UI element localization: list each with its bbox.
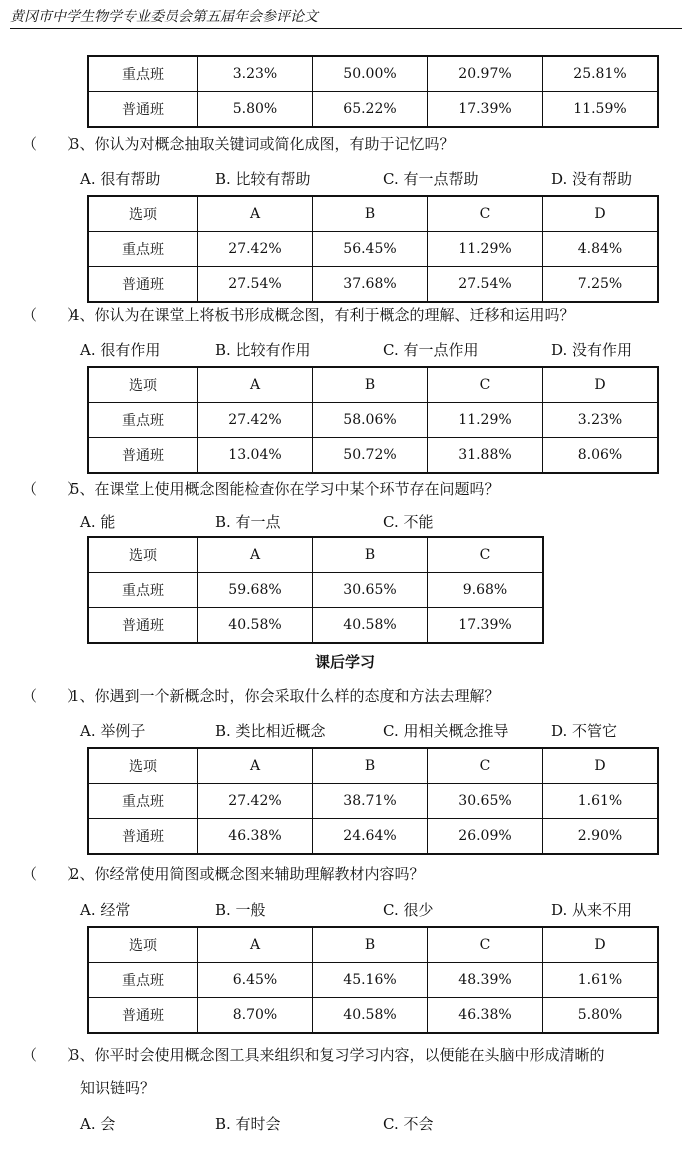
table-cell: 40.58% [198, 608, 313, 643]
table-header-cell: C [428, 928, 543, 963]
table-cell: 46.38% [198, 819, 313, 854]
table-header-cell: D [543, 749, 658, 784]
table-q5 [88, 537, 543, 643]
table-cell: 1.61% [543, 784, 658, 819]
table-header-cell: C [428, 749, 543, 784]
option-a: A. 很有帮助 [80, 170, 161, 188]
option-a: A. 经常 [80, 901, 131, 919]
table-header-cell: B [313, 749, 428, 784]
table-header-cell: B [313, 928, 428, 963]
table-header-row [89, 749, 658, 784]
table-cell: 11.59% [543, 92, 658, 127]
table-row [89, 267, 658, 302]
table-q2-continued [88, 56, 658, 127]
table-row [89, 608, 543, 643]
table-row [89, 819, 658, 854]
option-d: D. 没有作用 [551, 341, 633, 359]
option-c: C. 用相关概念推导 [383, 722, 509, 740]
table-cell: 25.81% [543, 57, 658, 92]
table-header-cell: 选项 [89, 197, 198, 232]
table-cell: 2.90% [543, 819, 658, 854]
table-cell: 58.06% [313, 403, 428, 438]
table-header-cell: A [198, 928, 313, 963]
table-header-cell: 选项 [89, 749, 198, 784]
table-cell: 38.71% [313, 784, 428, 819]
table-header-cell: B [313, 538, 428, 573]
table-cell: 40.58% [313, 998, 428, 1033]
option-c: C. 不会 [383, 1115, 434, 1133]
option-a: A. 举例子 [80, 722, 146, 740]
table-q4 [88, 367, 658, 473]
question-5 [22, 479, 682, 499]
question-after-3 [22, 1045, 682, 1065]
table-row [89, 57, 658, 92]
table-cell: 重点班 [89, 57, 198, 92]
table-header-cell: 选项 [89, 368, 198, 403]
table-cell: 30.65% [428, 784, 543, 819]
table-header-cell: A [198, 538, 313, 573]
table-cell: 17.39% [428, 608, 543, 643]
table-cell: 65.22% [313, 92, 428, 127]
table-cell: 7.25% [543, 267, 658, 302]
options-q5 [80, 512, 680, 532]
question-text: 2、你经常使用简图或概念图来辅助理解教材内容吗？ [70, 865, 425, 883]
table-cell: 50.00% [313, 57, 428, 92]
question-4 [22, 305, 682, 325]
table-cell: 3.23% [543, 403, 658, 438]
table-cell: 1.61% [543, 963, 658, 998]
option-c: C. 很少 [383, 901, 434, 919]
table-after-1 [88, 748, 658, 854]
table-cell: 9.68% [428, 573, 543, 608]
table-header-row [89, 368, 658, 403]
option-b: B. 类比相近概念 [215, 722, 326, 740]
table-row [89, 963, 658, 998]
option-c: C. 有一点作用 [383, 341, 479, 359]
table-cell: 27.42% [198, 784, 313, 819]
table-cell: 27.54% [428, 267, 543, 302]
table-cell: 17.39% [428, 92, 543, 127]
table-cell: 普通班 [89, 92, 198, 127]
table-cell: 重点班 [89, 784, 198, 819]
table-cell: 27.54% [198, 267, 313, 302]
options-q4 [80, 340, 680, 360]
table-header-row [89, 197, 658, 232]
table-cell: 26.09% [428, 819, 543, 854]
table-cell: 8.06% [543, 438, 658, 473]
table-cell: 40.58% [313, 608, 428, 643]
table-cell: 8.70% [198, 998, 313, 1033]
table-header-cell: C [428, 538, 543, 573]
table-cell: 普通班 [89, 819, 198, 854]
question-text: 3、你平时会使用概念图工具来组织和复习学习内容，以便能在头脑中形成清晰的 [70, 1046, 605, 1064]
table-row [89, 232, 658, 267]
table-row [89, 438, 658, 473]
table-cell: 4.84% [543, 232, 658, 267]
table-cell: 45.16% [313, 963, 428, 998]
option-a: A. 能 [80, 513, 116, 531]
table-cell: 31.88% [428, 438, 543, 473]
option-b: B. 比较有作用 [215, 341, 311, 359]
table-row [89, 998, 658, 1033]
answer-blank: （ ） [22, 135, 83, 153]
table-cell: 48.39% [428, 963, 543, 998]
table-cell: 20.97% [428, 57, 543, 92]
table-cell: 24.64% [313, 819, 428, 854]
option-d: D. 从来不用 [551, 901, 633, 919]
table-cell: 56.45% [313, 232, 428, 267]
table-header-cell: D [543, 368, 658, 403]
table-header-cell: 选项 [89, 928, 198, 963]
options-q3 [80, 169, 680, 189]
table-cell: 30.65% [313, 573, 428, 608]
table-header-cell: A [198, 749, 313, 784]
answer-blank: （ ） [22, 1046, 83, 1064]
table-cell: 普通班 [89, 608, 198, 643]
table-header-cell: A [198, 197, 313, 232]
option-b: B. 一般 [215, 901, 266, 919]
table-header-cell: B [313, 368, 428, 403]
question-text-continued: 知识链吗？ [80, 1079, 156, 1097]
option-a: A. 很有作用 [80, 341, 161, 359]
table-row [89, 784, 658, 819]
running-header: 黄冈市中学生物学专业委员会第五届年会参评论文 [10, 8, 682, 29]
table-cell: 3.23% [198, 57, 313, 92]
table-cell: 27.42% [198, 403, 313, 438]
table-header-cell: D [543, 197, 658, 232]
option-b: B. 有一点 [215, 513, 281, 531]
table-cell: 普通班 [89, 267, 198, 302]
option-d: D. 不管它 [551, 722, 618, 740]
table-row [89, 573, 543, 608]
option-c: C. 不能 [383, 513, 434, 531]
answer-blank: （ ） [22, 306, 83, 324]
table-header-cell: D [543, 928, 658, 963]
table-cell: 重点班 [89, 403, 198, 438]
question-3 [22, 134, 682, 154]
table-cell: 重点班 [89, 232, 198, 267]
table-header-cell: A [198, 368, 313, 403]
question-text: 5、在课堂上使用概念图能检查你在学习中某个环节存在问题吗？ [70, 480, 500, 498]
table-row [89, 92, 658, 127]
table-cell: 普通班 [89, 998, 198, 1033]
option-c: C. 有一点帮助 [383, 170, 479, 188]
question-text: 3、你认为对概念抽取关键词或简化成图，有助于记忆吗？ [70, 135, 455, 153]
table-cell: 46.38% [428, 998, 543, 1033]
table-header-cell: C [428, 368, 543, 403]
question-after-1 [22, 686, 682, 706]
options-after-1 [80, 721, 680, 741]
table-cell: 5.80% [543, 998, 658, 1033]
option-b: B. 有时会 [215, 1115, 281, 1133]
question-text: 1、你遇到一个新概念时，你会采取什么样的态度和方法去理解？ [70, 687, 500, 705]
table-header-cell: C [428, 197, 543, 232]
table-header-cell: B [313, 197, 428, 232]
table-cell: 5.80% [198, 92, 313, 127]
table-header-row [89, 928, 658, 963]
table-q3 [88, 196, 658, 302]
answer-blank: （ ） [22, 687, 83, 705]
option-a: A. 会 [80, 1115, 116, 1133]
table-cell: 6.45% [198, 963, 313, 998]
options-after-3 [80, 1114, 680, 1134]
table-cell: 普通班 [89, 438, 198, 473]
table-cell: 27.42% [198, 232, 313, 267]
table-cell: 重点班 [89, 963, 198, 998]
table-cell: 11.29% [428, 403, 543, 438]
table-cell: 重点班 [89, 573, 198, 608]
table-header-row [89, 538, 543, 573]
option-d: D. 没有帮助 [551, 170, 633, 188]
table-header-cell: 选项 [89, 538, 198, 573]
table-after-2 [88, 927, 658, 1033]
option-b: B. 比较有帮助 [215, 170, 311, 188]
answer-blank: （ ） [22, 480, 83, 498]
table-row [89, 403, 658, 438]
table-cell: 50.72% [313, 438, 428, 473]
table-cell: 37.68% [313, 267, 428, 302]
answer-blank: （ ） [22, 865, 83, 883]
section-title: 课后学习 [314, 653, 375, 671]
table-cell: 13.04% [198, 438, 313, 473]
table-cell: 11.29% [428, 232, 543, 267]
options-after-2 [80, 900, 680, 920]
table-cell: 59.68% [198, 573, 313, 608]
question-after-2 [22, 864, 682, 884]
question-text: 4、你认为在课堂上将板书形成概念图，有利于概念的理解、迁移和运用吗？ [70, 306, 575, 324]
